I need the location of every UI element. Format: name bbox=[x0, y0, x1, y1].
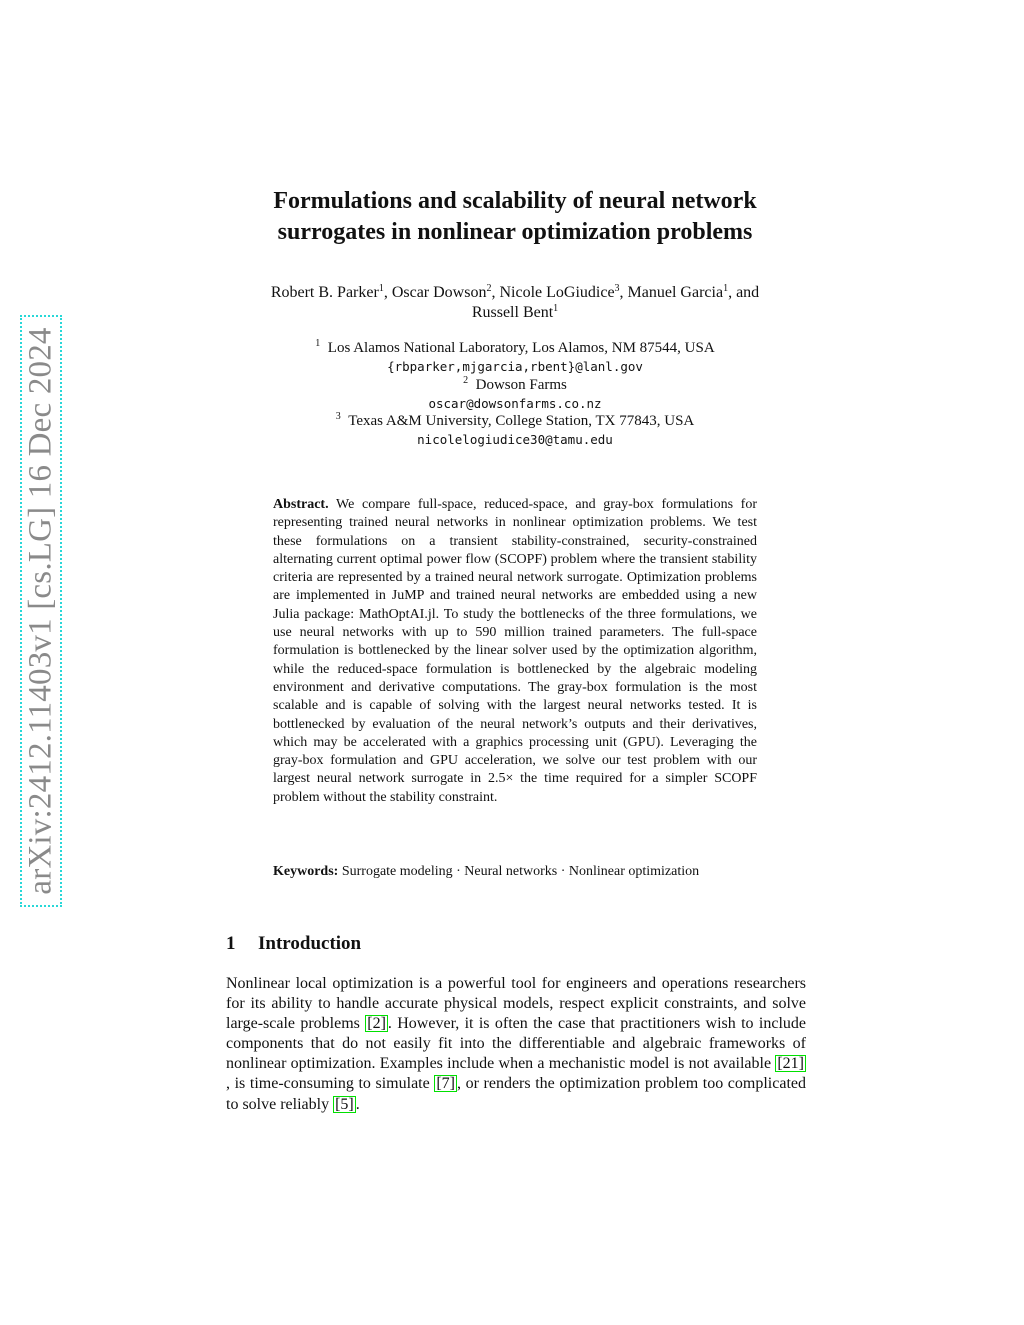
section-heading bbox=[226, 932, 806, 956]
author-affil-mark: 1 bbox=[723, 283, 729, 294]
affil-text: Dowson Farms bbox=[475, 377, 567, 393]
affil-mark: 3 bbox=[335, 411, 341, 422]
citation-link[interactable]: [21] bbox=[777, 1055, 804, 1073]
section-number: 1 bbox=[226, 933, 236, 954]
author-name: Manuel Garcia bbox=[627, 284, 724, 301]
abstract-label: Abstract. bbox=[273, 497, 329, 512]
author-affil-mark: 1 bbox=[378, 283, 384, 294]
author-name: Russell Bent bbox=[471, 304, 554, 321]
intro-text: Nonlinear local optimization is a powerful tool for engineers and operations researchers for its ability to handle accurate physical models, respect explicit constraints, and solve large-scale problems bbox=[226, 975, 806, 1033]
keywords-label: Keywords: bbox=[273, 864, 339, 879]
affil-mark: 2 bbox=[463, 375, 469, 386]
author-affil-mark: 3 bbox=[614, 283, 620, 294]
affiliation-3 bbox=[200, 412, 830, 430]
intro-paragraph bbox=[226, 974, 806, 1115]
author-separator: , and bbox=[728, 284, 760, 301]
author-separator: , bbox=[619, 284, 628, 301]
abstract-text: We compare full-space, reduced-space, and gray-box formulations for representing trained neural networks in nonlinear optimization problems. We test these formulations on a transient stability-constrained, security-constrained alternating current optimal power flow (SCOPF) problem where the transient stability criteria are represented by a trained neural network surrogate. Optimization problems are implemented in JuMP and trained neural networks are embedded using a new Julia package: MathOptAI.jl. To study the bottlenecks of the three formulations, we use neural networks with up to 590 million trained parameters. The full-space formulation is bottlenecked by the linear solver used by the optimization algorithm, while the reduced-space formulation is bottlenecked by the algebraic modeling environment and derivative computations. The gray-box formulation is the most scalable and is capable of solving with the largest neural networks tested. It is bottlenecked by evaluation of the neural network’s outputs and their derivatives, which may be accelerated with a graphics processing unit (GPU). Leveraging the gray-box formulation and GPU acceleration, we solve our test problem with our largest neural network surrogate in 2.5× the time required for a simpler SCOPF problem without the stability constraint. bbox=[273, 497, 757, 805]
title-line-1: Formulations and scalability of neural network bbox=[273, 188, 757, 214]
author-affil-mark: 1 bbox=[553, 303, 559, 314]
arxiv-stamp[interactable] bbox=[20, 315, 62, 907]
affiliation-1-email[interactable]: {rbparker,mjgarcia,rbent}@lanl.gov bbox=[387, 359, 643, 374]
abstract bbox=[273, 496, 757, 807]
affiliation-2 bbox=[200, 376, 830, 394]
intro-text: . However, it is often the case that practitioners wish to include components that do not easily fit into the differentiable and algebraic frameworks of nonlinear optimization. Examples include when a mechanistic model is not available bbox=[226, 1015, 806, 1073]
author-separator: , bbox=[383, 284, 392, 301]
affiliation-3-email[interactable]: nicolelogiudice30@tamu.edu bbox=[417, 432, 613, 447]
citation-link[interactable]: [5] bbox=[335, 1095, 354, 1113]
citation-link[interactable]: [2] bbox=[367, 1015, 386, 1033]
affil-text: Texas A&M University, College Station, TX 77843, USA bbox=[348, 413, 695, 429]
author-name: Robert B. Parker bbox=[270, 284, 379, 301]
arxiv-stamp-text: arXiv:2412.11403v1 [cs.LG] 16 Dec 2024 bbox=[22, 327, 59, 895]
author-affil-mark: 2 bbox=[486, 283, 492, 294]
affil-mark: 1 bbox=[315, 338, 321, 349]
author-name: Oscar Dowson bbox=[391, 284, 487, 301]
intro-text: , is time-consuming to simulate bbox=[226, 1075, 435, 1093]
affiliation-1 bbox=[200, 339, 830, 357]
title-line-2: surrogates in nonlinear optimization problems bbox=[277, 219, 753, 245]
author-separator: , bbox=[491, 284, 500, 301]
citation-link[interactable]: [7] bbox=[436, 1075, 455, 1093]
paper-title bbox=[200, 186, 830, 248]
intro-text: . bbox=[355, 1095, 360, 1113]
author-name: Nicole LoGiudice bbox=[499, 284, 615, 301]
intro-text: , or renders the optimization problem too complicated to solve reliably bbox=[226, 1075, 806, 1113]
author-list bbox=[200, 283, 830, 323]
affiliation-2-email[interactable]: oscar@dowsonfarms.co.nz bbox=[428, 396, 602, 411]
keywords-text: Surrogate modeling · Neural networks · Nonlinear optimization bbox=[341, 864, 700, 879]
keywords bbox=[273, 863, 757, 881]
section-title: Introduction bbox=[258, 933, 362, 954]
affil-text: Los Alamos National Laboratory, Los Alamos, NM 87544, USA bbox=[327, 340, 715, 356]
